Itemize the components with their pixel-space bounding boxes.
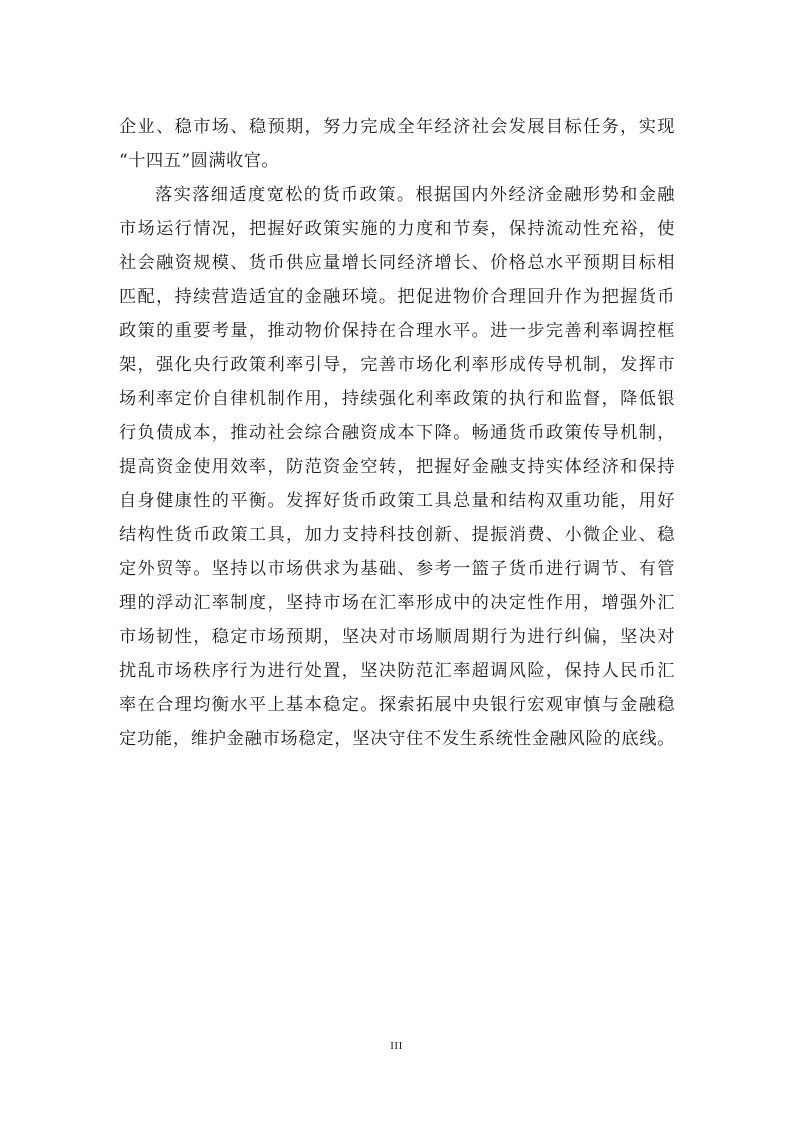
text-line: 架，强化央行政策利率引导，完善市场化利率形成传导机制，发挥市 [119,355,675,375]
text-line: 场利率定价自律机制作用，持续强化利率政策的执行和监督，降低银 [119,389,675,409]
text-line: “十四五”圆满收官。 [119,151,280,171]
text-line: 社会融资规模、货币供应量增长同经济增长、价格总水平预期目标相 [119,253,675,273]
paragraph-first-line: 落实落细适度宽松的货币政策。根据国内外经济金融形势和金融 [155,185,675,205]
text-line: 行负债成本，推动社会综合融资成本下降。畅通货币政策传导机制， [119,423,675,443]
text-line: 匹配，持续营造适宜的金融环境。把促进物价合理回升作为把握货币 [119,287,675,307]
paragraph-last-line: 定功能，维护金融市场稳定，坚决守住不发生系统性金融风险的底线。 [119,729,675,749]
text-line: 理的浮动汇率制度，坚持市场在汇率形成中的决定性作用，增强外汇 [119,593,675,613]
text-line: 定外贸等。坚持以市场供求为基础、参考一篮子货币进行调节、有管 [119,559,675,579]
text-line: 结构性货币政策工具，加力支持科技创新、提振消费、小微企业、稳 [119,525,675,545]
text-line: 自身健康性的平衡。发挥好货币政策工具总量和结构双重功能，用好 [119,491,675,511]
page-number: III [390,1040,403,1052]
text-line: 政策的重要考量，推动物价保持在合理水平。进一步完善利率调控框 [119,321,675,341]
text-line: 提高资金使用效率，防范资金空转，把握好金融支持实体经济和保持 [119,457,675,477]
text-line: 扰乱市场秩序行为进行处置，坚决防范汇率超调风险，保持人民币汇 [119,661,675,681]
text-line: 企业、稳市场、稳预期，努力完成全年经济社会发展目标任务，实现 [119,117,675,137]
text-line: 市场韧性，稳定市场预期，坚决对市场顺周期行为进行纠偏，坚决对 [119,627,675,647]
text-line: 率在合理均衡水平上基本稳定。探索拓展中央银行宏观审慎与金融稳 [119,695,675,715]
text-line: 市场运行情况，把握好政策实施的力度和节奏，保持流动性充裕，使 [119,219,675,239]
body-text [119,110,675,756]
